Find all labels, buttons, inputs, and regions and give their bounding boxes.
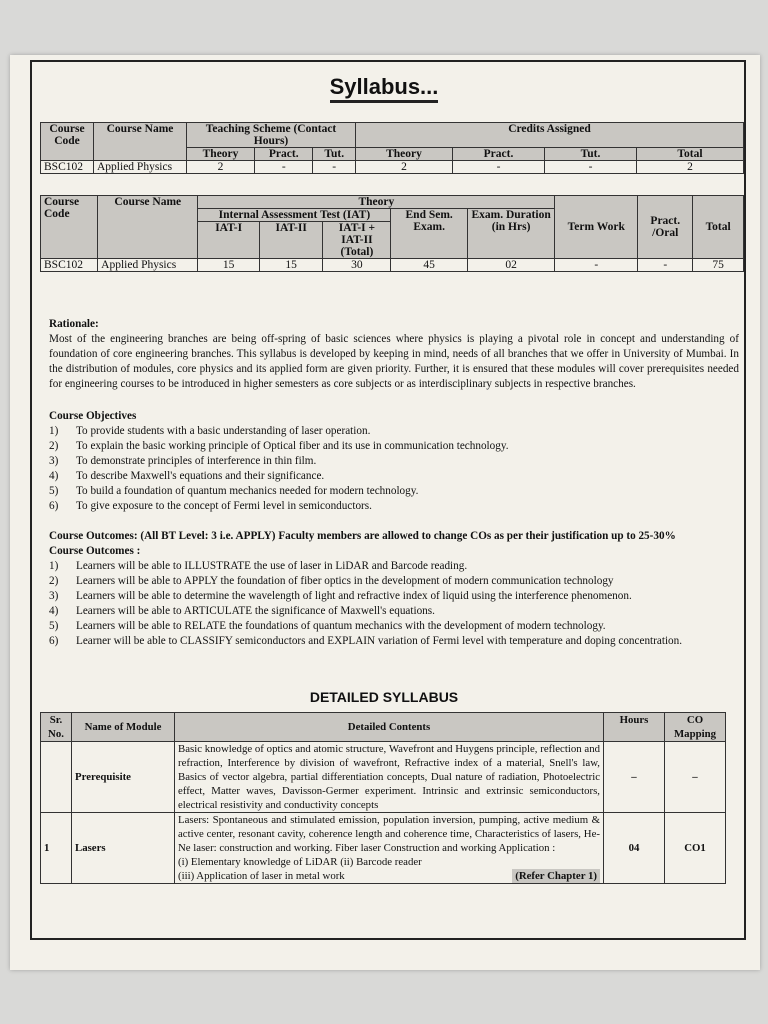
examination-scheme-table: [40, 195, 744, 272]
cell-iat1: 15: [198, 259, 259, 272]
header-cr-total: Total: [637, 148, 744, 161]
header-sr: Sr. No.: [41, 713, 72, 742]
list-item: 5) To build a foundation of quantum mechanics needed for modern technology.: [49, 485, 419, 497]
header-iat2: IAT-II: [259, 222, 323, 259]
cell-ts-tut: -: [313, 161, 356, 174]
header-module: Name of Module: [72, 713, 175, 742]
cell-cr-theory: 2: [356, 161, 453, 174]
header-ts-tut: Tut.: [313, 148, 356, 161]
cell-ts-theory: 2: [187, 161, 255, 174]
module-co: –: [665, 742, 726, 813]
list-item: 1) Learners will be able to ILLUSTRATE the use of laser in LiDAR and Barcode reading.: [49, 560, 468, 572]
header-total: Total: [693, 196, 744, 259]
cell-pract-oral: -: [638, 259, 693, 272]
header-ts-pract: Pract.: [255, 148, 313, 161]
rationale-body: Most of the engineering branches are being off-spring of basic sciences where physics is playing a pivotal role in concept and understanding of foundation of core engineering branches. This syllabus is developed by keeping in mind, needs of all branches that we offer in University of Mumbai. In the distribution of modules, core physics and its applied form are given priority. Further, it is ensured that these modules will cover prerequisites needed for engineering courses to be introduced in higher semesters as core subjects or as interdisciplinary subjects in respective branches.: [49, 333, 739, 390]
cell-duration: 02: [467, 259, 554, 272]
module-sr: 1: [41, 813, 72, 884]
header-course-code: Course Code: [41, 123, 94, 161]
header-credits-assigned: Credits Assigned: [356, 123, 744, 148]
module-contents-cell: [175, 813, 604, 884]
header-iat: Internal Assessment Test (IAT): [198, 209, 391, 222]
header-teaching-scheme: Teaching Scheme (Contact Hours): [187, 123, 356, 148]
detailed-syllabus-title: DETAILED SYLLABUS: [309, 689, 459, 705]
header-cr-tut: Tut.: [545, 148, 637, 161]
outcomes-list: [49, 559, 739, 649]
header-cr-theory: Theory: [356, 148, 453, 161]
module-co: CO1: [665, 813, 726, 884]
outcomes-heading: Course Outcomes :: [49, 545, 141, 557]
list-item: 6) To give exposure to the concept of Fermi level in semiconductors.: [49, 500, 372, 512]
module-hours: –: [604, 742, 665, 813]
header-duration: Exam. Duration (in Hrs): [467, 209, 554, 259]
header-contents: Detailed Contents: [175, 713, 604, 742]
header-course-name: Course Name: [98, 196, 198, 259]
header-course-code: Course Code: [41, 196, 98, 259]
list-item: 3) Learners will be able to determine the wavelength of light and refractive index of liquid using the interference phenomenon.: [49, 590, 632, 602]
list-item: 2) Learners will be able to APPLY the foundation of fiber optics in the development of modern communication technology: [49, 575, 614, 587]
header-term-work: Term Work: [555, 196, 638, 259]
cell-cr-total: 2: [637, 161, 744, 174]
header-cr-pract: Pract.: [453, 148, 545, 161]
header-pract-oral: Pract. /Oral: [638, 196, 693, 259]
table-row: [41, 742, 726, 813]
cell-end-sem: 45: [391, 259, 468, 272]
module-application-1: (i) Elementary knowledge of LiDAR (ii) Barcode reader: [178, 856, 422, 868]
table-row: [41, 813, 726, 884]
rationale-heading: Rationale:: [49, 318, 99, 330]
cell-iat2: 15: [259, 259, 323, 272]
cell-ts-pract: -: [255, 161, 313, 174]
cell-cr-pract: -: [453, 161, 545, 174]
outcomes-section: [49, 529, 739, 649]
list-item: 2) To explain the basic working principle of Optical fiber and its use in communication technology.: [49, 440, 509, 452]
header-hours: Hours: [604, 713, 665, 742]
cell-name: Applied Physics: [94, 161, 187, 174]
page-title: Syllabus...: [0, 74, 768, 100]
module-contents: Basic knowledge of optics and atomic structure, Wavefront and Huygens principle, reflection and refraction, Interference by division of wavefront, Refractive index of a material, Snell's law, Basics of vector algebra, partial differentiation concepts, Dual nature of radiation, Photoelectric effect, Matter waves, Davisson-Germer experiment. Intrinsic and extrinsic semiconductors, electrical resistivity and conductivity concepts: [175, 742, 604, 813]
header-theory: Theory: [198, 196, 555, 209]
header-end-sem: End Sem. Exam.: [391, 209, 468, 259]
cell-iat-total: 30: [323, 259, 391, 272]
cell-cr-tut: -: [545, 161, 637, 174]
cell-code: BSC102: [41, 259, 98, 272]
header-iat1: IAT-I: [198, 222, 259, 259]
header-co: CO Mapping: [665, 713, 726, 742]
module-contents: Lasers: Spontaneous and stimulated emission, population inversion, pumping, active medium & active center, resonant cavity, coherence length and coherence time, Characteristics of lasers, He-Ne laser: construction and working. Fiber laser Construction and working Application :: [178, 814, 600, 854]
module-application-line: [178, 869, 600, 883]
chapter-reference: (Refer Chapter 1): [512, 869, 600, 883]
list-item: 1) To provide students with a basic understanding of laser operation.: [49, 425, 371, 437]
rationale-section: [49, 317, 739, 392]
objectives-section: [49, 409, 739, 514]
list-item: 4) Learners will be able to ARTICULATE the significance of Maxwell's equations.: [49, 605, 435, 617]
module-name: Prerequisite: [72, 742, 175, 813]
header-course-name: Course Name: [94, 123, 187, 161]
detailed-syllabus-table: [40, 712, 726, 884]
list-item: 6) Learner will be able to CLASSIFY semiconductors and EXPLAIN variation of Fermi level with temperature and doping concentration.: [49, 635, 683, 647]
header-iat-total: IAT-I + IAT-II (Total): [323, 222, 391, 259]
cell-code: BSC102: [41, 161, 94, 174]
list-item: 4) To describe Maxwell's equations and their significance.: [49, 470, 325, 482]
header-ts-theory: Theory: [187, 148, 255, 161]
list-item: 3) To demonstrate principles of interference in thin film.: [49, 455, 317, 467]
objectives-heading: Course Objectives: [49, 410, 137, 422]
cell-term-work: -: [555, 259, 638, 272]
list-item: 5) Learners will be able to RELATE the foundations of quantum mechanics with the development of modern technology.: [49, 620, 606, 632]
module-name: Lasers: [72, 813, 175, 884]
module-application-2: (iii) Application of laser in metal work: [178, 870, 345, 882]
module-hours: 04: [604, 813, 665, 884]
teaching-scheme-table: [40, 122, 744, 174]
cell-name: Applied Physics: [98, 259, 198, 272]
outcomes-note: Course Outcomes: (All BT Level: 3 i.e. APPLY) Faculty members are allowed to change COs as per their justification up to 25-30%: [49, 530, 676, 542]
objectives-list: [49, 424, 739, 514]
cell-total: 75: [693, 259, 744, 272]
